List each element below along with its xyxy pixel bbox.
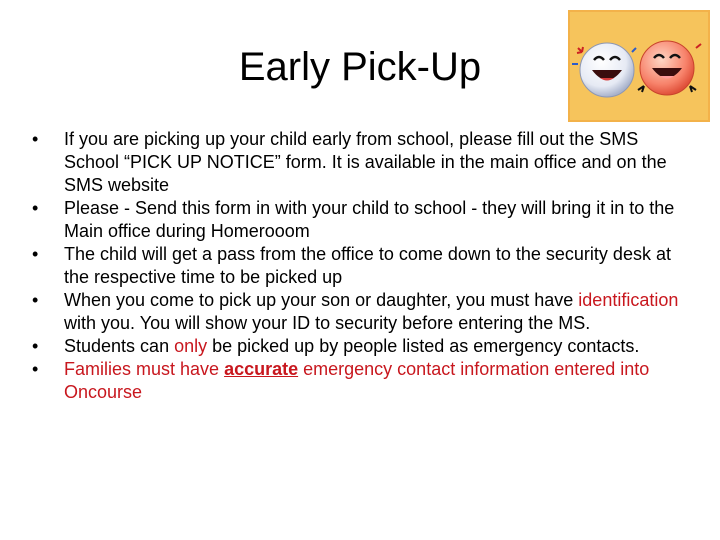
bullet-marker: • bbox=[32, 129, 39, 149]
list-item bbox=[32, 197, 682, 243]
smiley-faces-clipart bbox=[568, 10, 710, 122]
highlighted-word: identification bbox=[578, 290, 679, 310]
bullet-text-suffix: with you. You will show your ID to security before entering the MS. bbox=[64, 313, 591, 333]
list-item bbox=[32, 358, 682, 404]
bullet-text: Please - Send this form in with your child to school - they will bring it in to the Main office during Homerooom bbox=[64, 198, 675, 241]
emphasized-word: accurate bbox=[224, 359, 299, 379]
bullet-text-suffix: be picked up by people listed as emergency contacts. bbox=[207, 336, 640, 356]
slide-title: Early Pick-Up bbox=[238, 45, 482, 89]
bullet-text-suffix: emergency contact information entered into Oncourse bbox=[64, 359, 650, 402]
bullet-marker: • bbox=[32, 244, 39, 264]
highlighted-word: only bbox=[174, 336, 208, 356]
bullet-text: Families must have bbox=[64, 359, 225, 379]
bullet-text: Students can bbox=[64, 336, 175, 356]
bullet-text: When you come to pick up your son or daughter, you must have bbox=[64, 290, 579, 310]
bullet-marker: • bbox=[32, 359, 39, 379]
bullet-list bbox=[32, 128, 682, 404]
bullet-marker: • bbox=[32, 336, 39, 356]
bullet-text: The child will get a pass from the office to come down to the security desk at the respective time to be picked up bbox=[64, 244, 671, 287]
laughing-faces-icon bbox=[570, 12, 708, 120]
bullet-text: If you are picking up your child early from school, please fill out the SMS School “PICK UP NOTICE” form. It is available in the main office and on the SMS website bbox=[64, 129, 667, 195]
bullet-marker: • bbox=[32, 198, 39, 218]
list-item bbox=[32, 243, 682, 289]
list-item bbox=[32, 289, 682, 335]
bullet-marker: • bbox=[32, 290, 39, 310]
list-item bbox=[32, 128, 682, 197]
list-item bbox=[32, 335, 682, 358]
